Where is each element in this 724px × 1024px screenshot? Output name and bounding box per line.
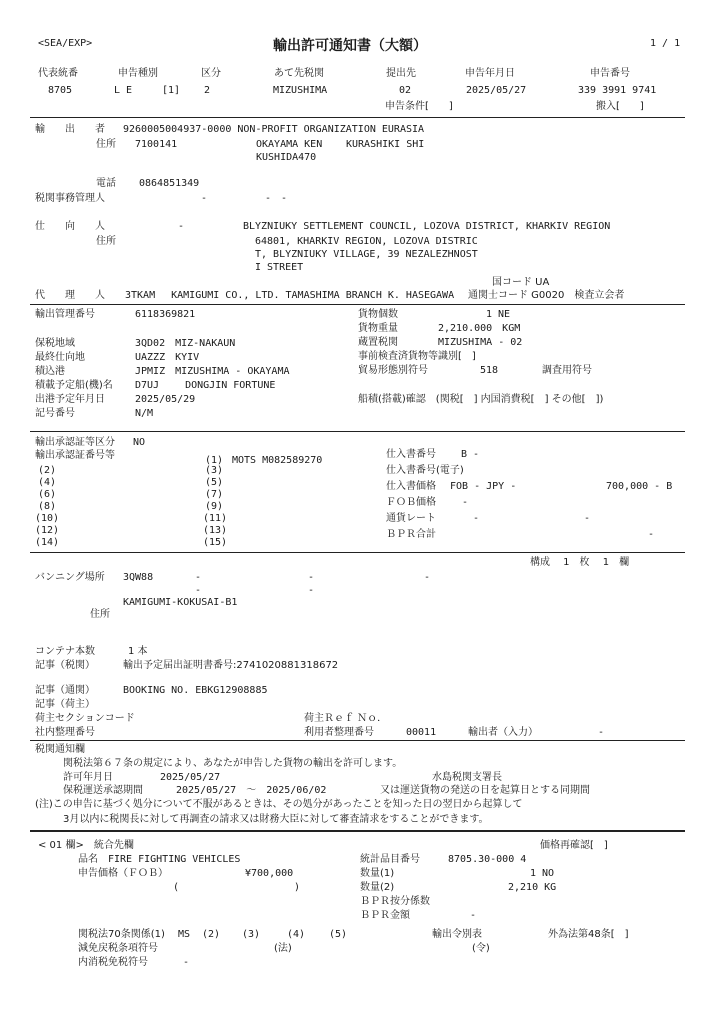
vanning-dash-1: - — [195, 572, 202, 583]
customs-law-70-label: 関税法70条関係(1) — [78, 929, 165, 940]
owner-section-label: 荷主セクションコード — [35, 713, 135, 724]
trade-type: 518 — [480, 365, 499, 376]
license-slot-1: (1) — [205, 455, 224, 466]
precheck: 事前検査済貨物等識別[ ] — [358, 351, 476, 362]
decl-condition: 申告条件[ ] — [385, 101, 453, 112]
stat-code-label: 統計品目番号 — [360, 854, 420, 865]
packages: 1 NE — [486, 309, 511, 320]
license-slot-7: (7) — [205, 489, 224, 500]
customs-law-70-3: (3) — [242, 929, 261, 940]
bonded-area-label: 保税地域 — [35, 338, 75, 349]
license-category-label: 輸出承認証等区分 — [35, 437, 115, 448]
license-slot-11: (11) — [203, 513, 228, 524]
agent-value: 3TKAM KAMIGUMI CO., LTD. TAMASHIMA BRANCH K. HASEGAWA — [125, 290, 455, 301]
vanning-dash-4: - — [195, 585, 202, 596]
item-header: < 01 欄> 統合先欄 — [38, 840, 134, 851]
divider-agent — [30, 304, 685, 305]
weight-label: 貨物重量 — [358, 323, 398, 334]
declared-price-label: 申告価格（ＦＯＢ） — [78, 868, 168, 879]
customs-manager-label: 税関事務管理人 — [35, 193, 105, 204]
consignee-label: 仕 向 人 — [35, 221, 105, 232]
license-category: NO — [133, 437, 146, 448]
exporter-input: - — [598, 727, 605, 738]
decl-number: 339 3991 9741 — [578, 85, 657, 96]
license-slot-12: (12) — [35, 525, 60, 536]
category-value: 2 — [204, 85, 211, 96]
user-ref-label: 利用者整理番号 — [304, 727, 374, 738]
excise-exempt: - — [183, 957, 190, 968]
notice-title: 税関通知欄 — [35, 744, 85, 755]
warehouse: MIZUSHIMA - 02 — [438, 337, 523, 348]
submit-to-value: 02 — [399, 85, 412, 96]
export-order-rei: (令) — [472, 943, 490, 954]
exporter-address-label: 住所 — [96, 139, 116, 150]
vanning-name: KAMIGUMI-KOKUSAI-B1 — [123, 597, 238, 608]
category-bracket: [1] — [162, 85, 181, 96]
stat-code: 8705.30-000 4 — [448, 854, 527, 865]
bpr-coef-label: ＢＰＲ按分係数 — [360, 896, 430, 907]
invoice-e-label: 仕入書番号(電子) — [386, 465, 464, 476]
bpr-total-label: ＢＰＲ合計 — [386, 529, 436, 540]
vanning-label: バンニング場所 — [35, 572, 105, 583]
excise-exempt-label: 内消税免税符号 — [78, 957, 148, 968]
license-slot-5: (5) — [205, 477, 224, 488]
loading-confirm: 船積(搭載)確認 (関税[ ] 内国消費税[ ] その他[ ]) — [358, 394, 604, 405]
invoice-no: B - — [461, 449, 480, 460]
internal-ref-label: 社内整理番号 — [35, 727, 95, 738]
exporter-address-1: OKAYAMA KEN — [256, 139, 323, 150]
consignee-code-dash: - — [178, 221, 185, 232]
export-control-label: 輸出管理番号 — [35, 309, 95, 320]
forex-law-48: 外為法第48条[ ] — [548, 929, 629, 940]
weight: 2,210.000 KGM — [438, 323, 521, 334]
license-slot-8: (8) — [38, 501, 57, 512]
currency-rate-dash-1: - — [473, 513, 480, 524]
invoice-no-label: 仕入書番号 — [386, 449, 436, 460]
vessel-label: 積載予定船(機)名 — [35, 380, 113, 391]
packages-label: 貨物個数 — [358, 309, 398, 320]
remark-general-label: 記事（通関） — [35, 685, 95, 696]
decl-type: L E — [114, 85, 133, 96]
bonded-transport-note: 又は運送貨物の発送の日を起算日とする同期間 — [380, 785, 590, 796]
departure-date-label: 出港予定年月日 — [35, 394, 105, 405]
divider-license — [30, 552, 685, 553]
exporter-postal: 7100141 — [135, 139, 178, 150]
notice-permission: 関税法第６７条の規定により、あなたが申告した貨物の輸出を許可します。 — [63, 758, 403, 769]
divider-notice — [30, 830, 685, 832]
remark-general: BOOKING NO. EBKG12908885 — [123, 685, 268, 696]
currency-rate-dash-2: - — [584, 513, 591, 524]
price-paren-open: ( — [173, 882, 180, 893]
document-title: 輸出許可通知書（大額） — [273, 38, 427, 54]
destination-label: 最終仕向地 — [35, 352, 85, 363]
license-slot-15: (15) — [203, 537, 228, 548]
bonded-area: 3QD02 MIZ-NAKAUN — [135, 338, 236, 349]
customs-law-70-2: (2) — [202, 929, 221, 940]
user-ref: 00011 — [406, 727, 437, 738]
quantity-1-label: 数量(1) — [360, 868, 395, 879]
license-slot-3: (3) — [205, 465, 224, 476]
appeal-note-2: 3月以内に税関長に対して再調査の請求又は財務大臣に対して審査請求をすることができます。 — [63, 814, 489, 825]
license-slot-13: (13) — [203, 525, 228, 536]
label-date: 申告年月日 — [465, 68, 515, 79]
vanning-dash-5: - — [308, 585, 315, 596]
exporter-code-name: 9260005004937-0000 NON-PROFIT ORGANIZATION EURASIA — [123, 124, 425, 135]
exporter-phone: 0864851349 — [139, 178, 200, 189]
consignee-address-3: I STREET — [255, 262, 304, 273]
permit-date-label: 許可年月日 — [63, 772, 113, 783]
consignee-name: BLYZNIUKY SETTLEMENT COUNCIL, LOZOVA DISTRICT, KHARKIV REGION — [243, 221, 611, 232]
agent-label: 代 理 人 — [35, 290, 105, 301]
export-control-number: 6118369821 — [135, 309, 196, 320]
label-decl-type: 申告種別 — [118, 68, 158, 79]
decl-date: 2025/05/27 — [466, 85, 527, 96]
owner-ref-label: 荷主Ｒｅｆ Ｎｏ． — [304, 713, 388, 724]
country-code: 国コード UA — [492, 277, 550, 288]
exporter-address-3: KUSHIDA470 — [256, 152, 317, 163]
label-category: 区分 — [201, 68, 221, 79]
rep-code: 8705 — [48, 85, 73, 96]
refund-code-label: 減免戻税条項符号 — [78, 943, 158, 954]
fob-price-label: ＦＯＢ価格 — [386, 497, 436, 508]
departure-date: 2025/05/29 — [135, 394, 196, 405]
divider-summary — [30, 117, 685, 118]
survey-code-label: 調査用符号 — [542, 365, 592, 376]
loading-port: JPMIZ MIZUSHIMA - OKAYAMA — [135, 366, 290, 377]
marks: N/M — [135, 408, 154, 419]
vessel: D7UJ DONGJIN FORTUNE — [135, 380, 276, 391]
page-number: 1 / 1 — [650, 38, 681, 49]
container-count-label: コンテナ本数 — [35, 646, 95, 657]
customs-law-70-5: (5) — [329, 929, 348, 940]
exporter-address-2: KURASHIKI SHI — [346, 139, 425, 150]
license-number-label: 輸出承認証番号等 — [35, 450, 115, 461]
bpr-amount-label: ＢＰＲ金額 — [360, 910, 410, 921]
import-status: 搬入[ ] — [596, 101, 644, 112]
license-slot-6: (6) — [38, 489, 57, 500]
permit-date: 2025/05/27 — [160, 772, 221, 783]
label-decl-no: 申告番号 — [590, 68, 630, 79]
destination: UAZZZ KYIV — [135, 352, 200, 363]
license-slot-4: (4) — [38, 477, 57, 488]
customs-value: MIZUSHIMA — [273, 85, 328, 96]
license-slot-2: (2) — [38, 465, 57, 476]
invoice-price-terms: FOB - JPY - — [450, 481, 517, 492]
quantity-2-label: 数量(2) — [360, 882, 395, 893]
warehouse-label: 蔵置税関 — [358, 337, 398, 348]
vanning-dash-2: - — [308, 572, 315, 583]
remark-owner-label: 記事（荷主） — [35, 699, 95, 710]
price-reconfirm: 価格再確認[ ] — [540, 840, 608, 851]
declared-price: ¥700,000 — [245, 868, 294, 879]
invoice-price-label: 仕入書価格 — [386, 481, 436, 492]
divider-remarks — [30, 740, 685, 741]
bpr-amount: - — [470, 910, 477, 921]
item-name: FIRE FIGHTING VEHICLES — [108, 854, 241, 865]
customs-law-70-4: (4) — [287, 929, 306, 940]
exporter-phone-label: 電話 — [96, 178, 116, 189]
customs-office: 水島税関支署長 — [432, 772, 502, 783]
divider-shipping — [30, 431, 685, 432]
customs-manager-dash: - — [201, 193, 208, 204]
label-rep-code: 代表統番 — [38, 68, 78, 79]
broker-code: 通関士コード G0020 検査立会者 — [468, 290, 625, 301]
label-customs: あて先税関 — [274, 68, 324, 79]
remark-customs: 輸出予定届出証明書番号:2741020881318672 — [123, 660, 339, 671]
license-slot-10: (10) — [35, 513, 60, 524]
license-slot-14: (14) — [35, 537, 60, 548]
vanning-address-label: 住所 — [90, 609, 110, 620]
remark-customs-label: 記事（税関） — [35, 660, 95, 671]
customs-law-70-1: MS — [178, 929, 191, 940]
fob-price: - — [462, 497, 469, 508]
bpr-total: - — [648, 529, 655, 540]
law-ho: (法) — [274, 943, 292, 954]
vanning-dash-3: - — [424, 572, 431, 583]
appeal-note-1: (注)この申告に基づく処分について不服があるときは、その処分があったことを知った日の翌日から起算して — [35, 799, 523, 810]
license-slot-1-value: MOTS M082589270 — [232, 455, 323, 466]
consignee-address-1: 64801, KHARKIV REGION, LOZOVA DISTRIC — [255, 236, 478, 247]
item-name-label: 品名 — [78, 854, 98, 865]
trade-type-label: 貿易形態別符号 — [358, 365, 428, 376]
license-slot-9: (9) — [205, 501, 224, 512]
invoice-price-value: 700,000 - B — [606, 481, 673, 492]
composition: 構成 1 枚 1 欄 — [530, 557, 630, 568]
vanning-code: 3QW88 — [123, 572, 154, 583]
quantity-2: 2,210 KG — [508, 882, 557, 893]
exporter-label: 輸 出 者 — [35, 124, 105, 135]
label-submit-to: 提出先 — [386, 68, 416, 79]
customs-manager-dash-2: - - — [265, 193, 288, 204]
quantity-1: 1 NO — [530, 868, 555, 879]
loading-port-label: 積込港 — [35, 366, 65, 377]
document-type-tag: <SEA/EXP> — [38, 38, 93, 49]
consignee-address-2: T, BLYZNIUKY VILLAGE, 39 NEZALEZHNOST — [255, 249, 478, 260]
currency-rate-label: 通貨レート — [386, 513, 436, 524]
exporter-input-label: 輸出者（入力） — [468, 727, 538, 738]
export-order-label: 輸出令別表 — [432, 929, 482, 940]
price-paren-close: ) — [294, 882, 301, 893]
bonded-transport-period: 2025/05/27 ～ 2025/06/02 — [176, 785, 327, 796]
container-count: 1 本 — [128, 646, 148, 657]
bonded-transport-label: 保税運送承認期間 — [63, 785, 143, 796]
consignee-address-label: 住所 — [96, 236, 116, 247]
marks-label: 記号番号 — [35, 408, 75, 419]
